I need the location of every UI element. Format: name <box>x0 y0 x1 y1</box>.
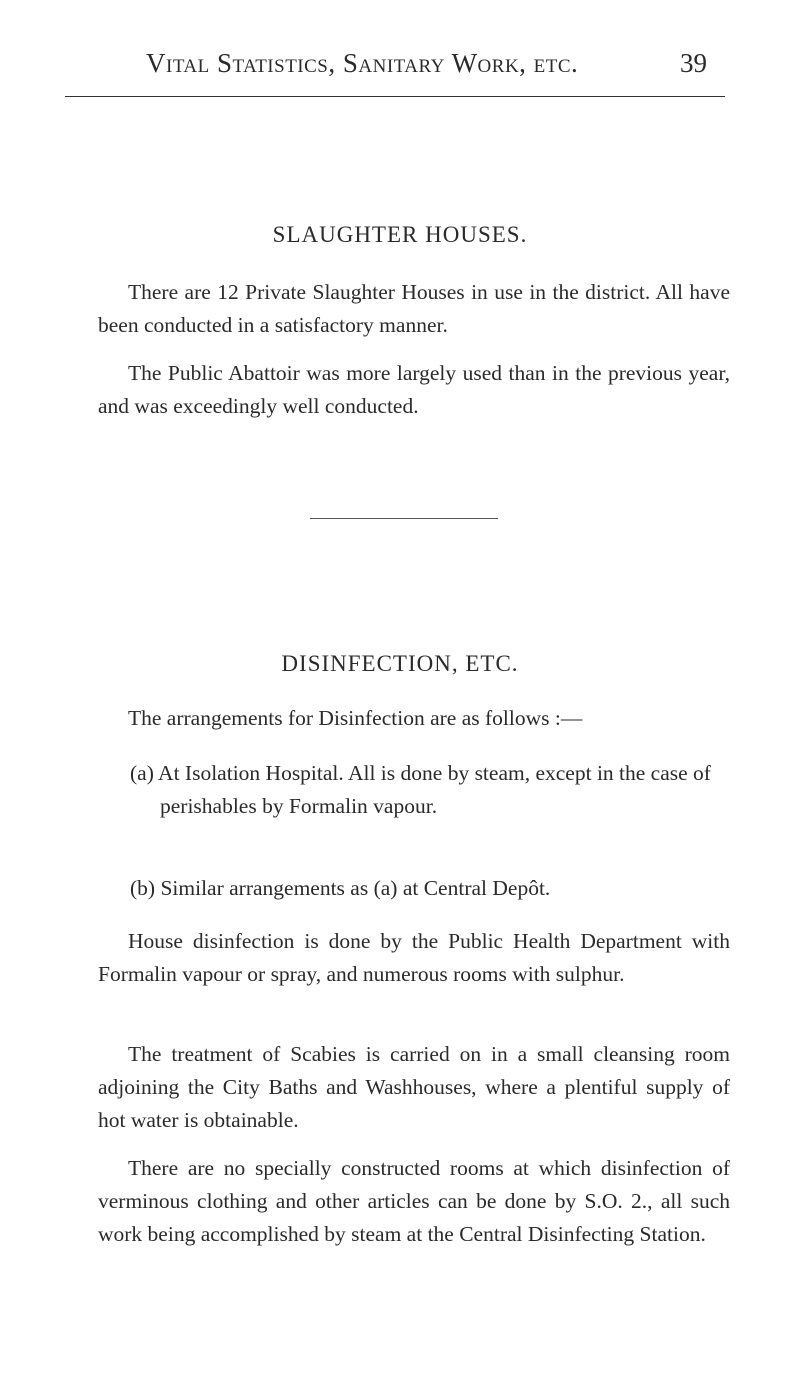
house-disinfection-paragraph: House disinfection is done by the Public Health Department with Formalin vapour or spray, and numerous rooms with sulphur. <box>98 929 730 986</box>
page-number: 39 <box>680 48 707 78</box>
disinfection-heading: DISINFECTION, ETC. <box>281 651 519 676</box>
scabies-treatment-paragraph: The treatment of Scabies is carried on in a small cleansing room adjoining the City Baths and Washhouses, where a plentiful supply of hot water is obtainable. <box>98 1042 730 1132</box>
slaughter-paragraph-2: The Public Abattoir was more largely used than in the previous year, and was exceedingly well conducted. <box>98 361 730 418</box>
running-head <box>0 0 800 100</box>
header-rule <box>65 96 725 97</box>
disinfection-intro: The arrangements for Disinfection are as follows :— <box>128 706 583 730</box>
disinfection-item-a: (a) At Isolation Hospital. All is done by steam, except in the case of perishables by Formalin vapour. <box>130 761 711 818</box>
slaughter-houses-heading: SLAUGHTER HOUSES. <box>272 222 528 247</box>
section-divider <box>310 518 498 519</box>
disinfection-item-b: (b) Similar arrangements as (a) at Central Depôt. <box>130 876 551 900</box>
verminous-clothing-paragraph: There are no specially constructed rooms at which disinfection of verminous clothing and other articles can be done by S.O. 2., all such work being accomplished by steam at the Central Disinfecting Station. <box>98 1156 730 1246</box>
slaughter-paragraph-1: There are 12 Private Slaughter Houses in use in the district. All have been conducted in a satisfactory manner. <box>98 280 730 337</box>
running-title: Vital Statistics, Sanitary Work, etc. <box>146 48 579 78</box>
